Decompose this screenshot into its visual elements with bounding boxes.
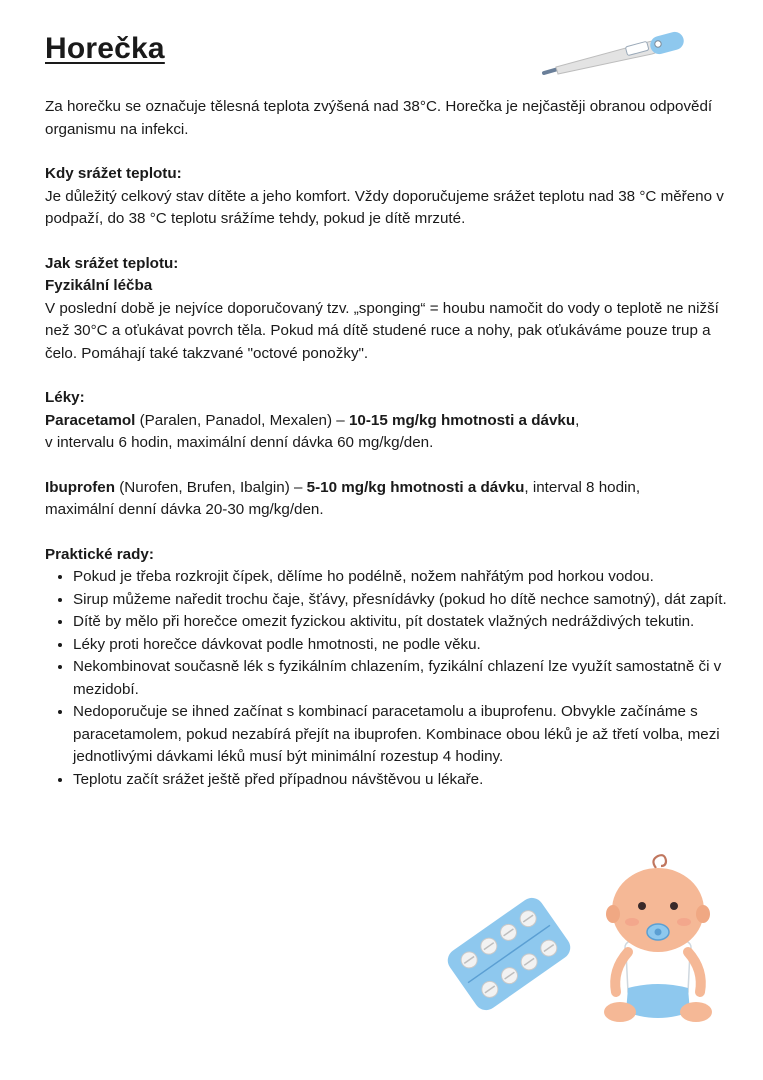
paracetamol-paragraph <box>45 410 745 455</box>
when-heading: Kdy srážet teplotu: <box>45 165 182 182</box>
ibuprofen-interval: maximální denní dávka 20-30 mg/kg/den. <box>45 501 324 518</box>
intro-paragraph: Za horečku se označuje tělesná teplota zvýšená nad 38°C. Horečka je nejčastěji obranou odpovědí organismu na infekci. <box>45 98 713 138</box>
physical-treatment-paragraph: V poslední době je nejvíce doporučovaný tzv. „sponging“ = houbu namočit do vody o teplotě ne nižší než 30°C a oťukávat povrch těla. Pokud má dítě studené ruce a nohy, pak oťukáváme pouze trup a čelo. Pomáhají také takzvané "octové ponožky". <box>45 299 719 362</box>
page-title: Horečka <box>45 32 165 65</box>
list-item: • Sirup můžeme naředit trochu čaje, šťávy, přesnídávky (pokud ho dítě nechce samotný), dát zapít. <box>73 589 745 612</box>
paracetamol-dose: 10-15 mg/kg hmotnosti a dávku <box>348 411 576 429</box>
list-item: • Léky proti horečce dávkovat podle hmotnosti, ne podle věku. <box>73 634 745 657</box>
ibuprofen-dose: 5-10 mg/kg hmotnosti a dávku <box>306 478 525 496</box>
meds-heading: Léky: <box>45 389 85 406</box>
how-heading: Jak srážet teplotu: <box>45 254 179 272</box>
document-page <box>45 32 745 791</box>
paracetamol-interval: v intervalu 6 hodin, maximální denní dávka 60 mg/kg/den. <box>45 434 434 451</box>
list-item: • Dítě by mělo při horečce omezit fyzickou aktivitu, pít dostatek vlažných nedráždivých tekutin. <box>73 611 745 634</box>
paracetamol-brands: (Paralen, Panadol, Mexalen) – <box>135 411 349 429</box>
ibuprofen-paragraph <box>45 477 745 522</box>
thermometer-icon <box>538 30 688 80</box>
paracetamol-name: Paracetamol <box>45 411 136 429</box>
baby-icon <box>598 852 718 1030</box>
tips-list <box>45 566 745 791</box>
pill-blister-icon <box>445 893 573 1015</box>
when-paragraph: Je důležitý celkový stav dítěte a jeho komfort. Vždy doporučujeme srážet teplotu nad 38 °C měřeno v podpaží, do 38 °C teplotu srážíme tehdy, pokud je dítě mrzuté. <box>45 187 724 227</box>
ibuprofen-name: Ibuprofen <box>45 478 116 496</box>
ibuprofen-brands: (Nurofen, Brufen, Ibalgin) – <box>115 478 307 496</box>
physical-treatment-heading: Fyzikální léčba <box>45 277 153 294</box>
list-item: • Pokud je třeba rozkrojit čípek, dělíme ho podélně, nožem nahřátým pod horkou vodou. <box>73 566 745 589</box>
list-item: • Teplotu začít srážet ještě před případnou návštěvou u lékaře. <box>73 769 745 792</box>
ibuprofen-rest: , interval 8 hodin, <box>524 478 641 496</box>
list-item: • Nekombinovat současně lék s fyzikálním chlazením, fyzikální chlazení lze využít samostatně či v mezidobí. <box>73 656 745 701</box>
list-item: • Nedoporučuje se ihned začínat s kombinací paracetamolu a ibuprofenu. Obvykle začínáme s paracetamolem, pokud nezabírá přejít na ibuprofen. Kombinace obou léků je až třetí volba, mezi jednotlivými dávkami léků musí být minimální rozestup 4 hodiny. <box>73 701 745 769</box>
tips-heading: Praktické rady: <box>45 545 154 563</box>
paracetamol-rest: , <box>575 411 580 429</box>
